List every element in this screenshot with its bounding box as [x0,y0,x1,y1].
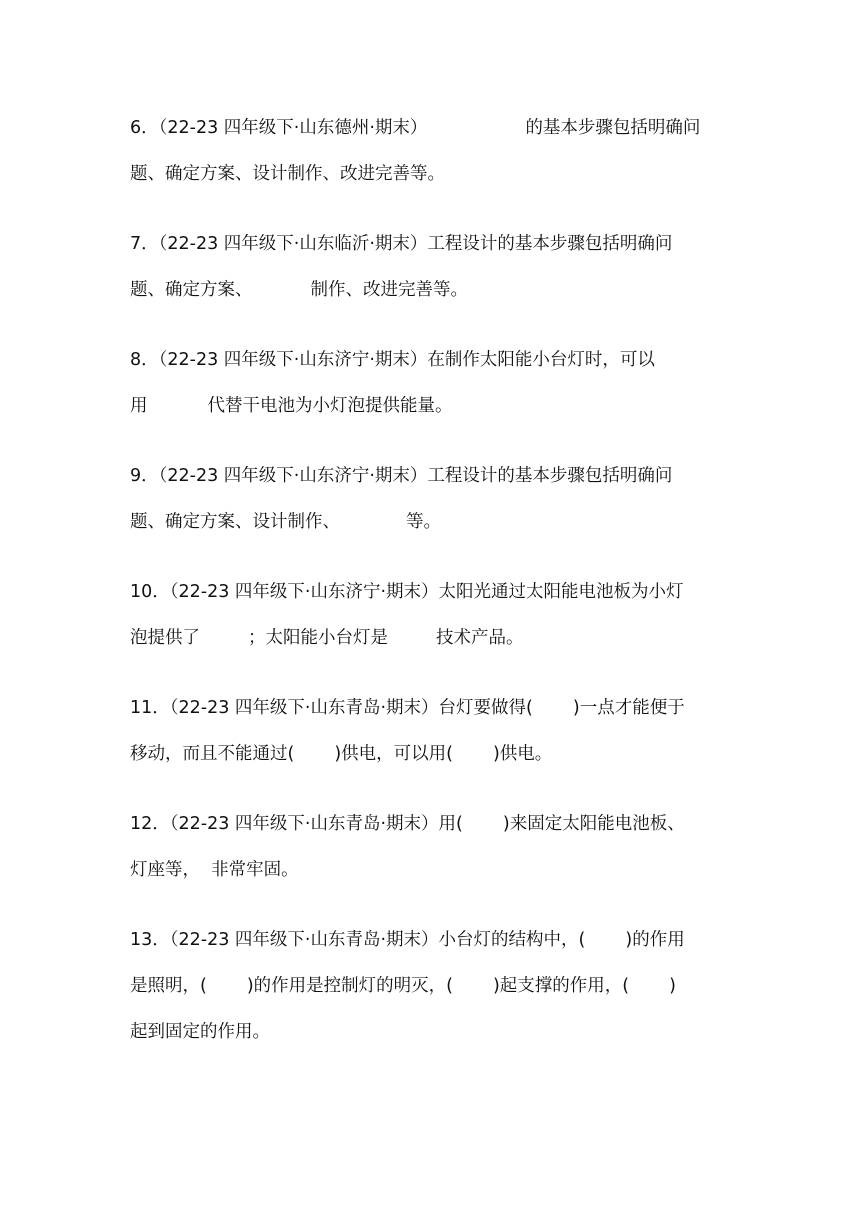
question-text: 等。 [406,512,441,532]
question-text: 泡提供了 [130,628,200,648]
question-line [130,464,672,488]
question-text: 12．（22-23 四年级下·山东青岛·期末）用( [130,814,463,834]
question-text: )来固定太阳能电池板、 [502,814,685,834]
question-text: )的作用 [625,930,685,950]
question-text: 是照明，( [130,976,207,996]
question-line [130,232,672,256]
question-line [130,510,441,534]
question-line [130,696,685,720]
question-text: 7．（22-23 四年级下·山东临沂·期末）工程设计的基本步骤包括明确问 [130,234,673,254]
question-text: )供电。 [492,744,553,764]
question-text: 9．（22-23 四年级下·山东济宁·期末）工程设计的基本步骤包括明确问 [130,466,673,486]
question-text: 代替干电池为小灯泡提供能量。 [207,396,453,416]
question-line [130,858,299,882]
question-text: 10．（22-23 四年级下·山东济宁·期末）太阳光通过太阳能电池板为小灯 [130,582,684,602]
question-text: 6．（22-23 四年级下·山东德州·期末） [130,118,428,138]
question-text: 8．（22-23 四年级下·山东济宁·期末）在制作太阳能小台灯时，可以 [130,350,655,370]
question-text: 13．（22-23 四年级下·山东青岛·期末）小台灯的结构中，( [130,930,586,950]
question-line [130,974,676,998]
question-line [130,162,445,186]
question-line [130,812,685,836]
question-text: 起到固定的作用。 [130,1022,270,1042]
question-line [130,626,524,650]
question-line [130,742,552,766]
question-text: ；太阳能小台灯是 [248,628,388,648]
question-text: 11．（22-23 四年级下·山东青岛·期末）台灯要做得( [130,698,533,718]
question-text: ) [669,976,676,996]
question-text: 移动，而且不能通过( [130,744,295,764]
question-line [130,394,453,418]
question-line [130,928,685,952]
question-text: 制作、改进完善等。 [310,280,468,300]
question-text: 题、确定方案、 [130,280,253,300]
question-text: 技术产品。 [436,628,524,648]
question-text: )的作用是控制灯的明灭，( [246,976,453,996]
question-line [130,580,684,604]
question-line [130,348,655,372]
question-text: 题、确定方案、设计制作、 [130,512,340,532]
question-text: 灯座等， 非常牢固。 [130,860,299,880]
question-text: )供电，可以用( [334,744,453,764]
question-text: 题、确定方案、设计制作、改进完善等。 [130,164,445,184]
question-line [130,1020,270,1044]
question-text: )起支撑的作用，( [492,976,630,996]
question-text: 的基本步骤包括明确问 [525,118,701,138]
question-text: 用 [130,396,148,416]
question-line [130,278,468,302]
question-line [130,116,700,140]
question-text: )一点才能便于 [572,698,685,718]
